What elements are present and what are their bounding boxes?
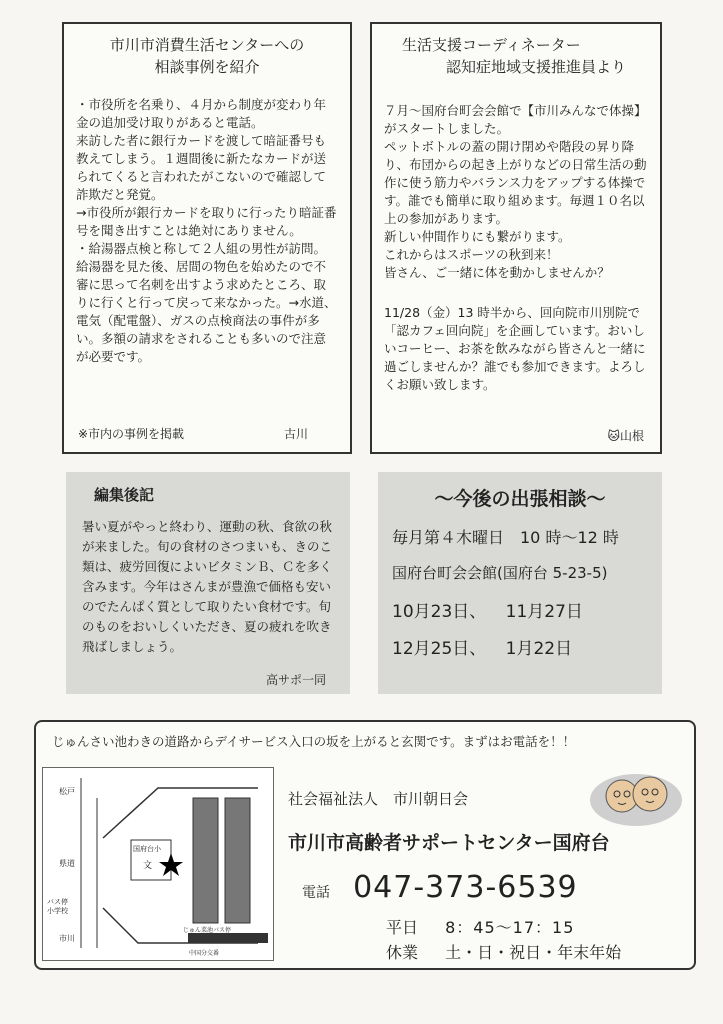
consumer-case-2: ・給湯器点検と称して２人組の男性が訪問。給湯器を見た後、居間の物色を始めたので不審に思って名刺を出すよう求めたところ、取りに行くと行って戻って来なかった。→水道、電気（配電盤）、ガスの点検商法の事件が多い。多額の請求をされることも多いので注意が必要です。 [76, 241, 337, 364]
consultation-title: ～今後の出張相談～ [434, 488, 606, 510]
coordinator-signature [607, 427, 644, 444]
consumer-author: 古川 [283, 427, 308, 441]
consumer-title-1: 市川市消費生活センターへの [109, 36, 305, 54]
map-label-kendo: 県道 [59, 859, 75, 868]
footer-box [34, 720, 696, 970]
consultation-date: 11月27日 [505, 602, 583, 622]
coordinator-title-1: 生活支援コーディネーター [402, 36, 581, 54]
consultation-date: 1月22日 [505, 639, 573, 659]
editor-author: 高サポ一同 [265, 673, 326, 687]
consultation-schedule: 毎月第４木曜日 10 時～12 時 [392, 528, 619, 547]
consumer-case-box [62, 22, 352, 454]
cat-icon: 🐱 [607, 429, 620, 443]
map-label-junsai: じゅん菜池バス停 [183, 927, 232, 934]
consultation-date: 12月25日、 [392, 639, 487, 659]
consumer-note: ※市内の事例を掲載 [78, 427, 185, 441]
coordinator-title-2: 認知症地域支援推進員より [446, 58, 627, 76]
closed-label: 休業 [386, 943, 419, 962]
editor-note-box [66, 472, 350, 694]
phone-label: 電話 [302, 885, 330, 901]
mascot-illustration [588, 766, 684, 828]
consumer-title-2: 相談事例を紹介 [154, 58, 260, 76]
consultation-date: 10月23日、 [392, 602, 487, 622]
editor-text: 暑い夏がやっと終わり、運動の秋、食欲の秋が来ました。旬の食材のさつまいも、きのこ類は、疲労回復によいビタミンＢ、Ｃを多く含みます。今年はさんまが豊漁で価格も安いのでたんぱく質として取りたい食材です。旬のものをおいしくいただき、夏の疲れを吹き飛ばしましょう。 [82, 519, 333, 654]
consumer-case-1: ・市役所を名乗り、４月から制度が変わり年金の追加受け取りがあると電話。 来訪した者に銀行カードを渡して暗証番号も教えてしまう。１週間後に新たなカードが送られてくると言われたがこないので確認して詐欺だと発覚。 →市役所が銀行カードを取りに行ったり暗証番号を聞き出すことは絶対にありません。 [76, 97, 337, 238]
coordinator-box [370, 22, 662, 454]
closed-value: 土・日・祝日・年末年始 [445, 943, 622, 962]
hours-label: 平日 [386, 918, 419, 937]
map-label-matsudo: 松戸 [59, 787, 75, 796]
center-name: 市川市高齢者サポートセンター国府台 [288, 832, 610, 854]
map-label-bun: 文 [143, 861, 153, 871]
coordinator-text-1: ７月～国府台町会会館で【市川みんなで体操】がスタートしました。 ペットボトルの蓋の開け閉めや階段の昇り降り、布団からの起き上がりなどの日常生活の動作に使う筋力やバランス力をアップする体操です。誰でも簡単に取り組めます。毎週１０名以上の参加があります。 新しい仲間作りにも繋がります。 これからはスポーツの秋到来！ 皆さん、ご一緒に体を動かしませんか？ [384, 103, 647, 280]
map-graphic [43, 768, 273, 960]
map-label-junction: 中国分交番 [189, 950, 220, 957]
map-label-busstop: バス停 小学校 [47, 898, 68, 915]
map-label-ichikawa: 市川 [59, 934, 75, 943]
phone-number[interactable]: 047-373-6539 [353, 870, 578, 905]
consultation-venue: 国府台町会会館(国府台 5-23-5) [392, 564, 608, 582]
hours-value: 8：45～17：15 [445, 918, 575, 937]
access-map [42, 767, 274, 961]
coordinator-author: 山根 [619, 429, 644, 443]
editor-title: 編集後記 [94, 486, 155, 504]
consultation-box [378, 472, 662, 694]
organization-name: 社会福祉法人 市川朝日会 [288, 790, 469, 808]
access-notice: じゅんさい池わきの道路からデイサービス入口の坂を上がると玄関です。まずはお電話を！！ [52, 734, 576, 749]
map-label-school: 国府台小 [133, 845, 161, 853]
coordinator-text-2: 11/28（金）13 時半から、回向院市川別院で「認カフェ回向院」を企画しています。おいしいコーヒー、お茶を飲みながら皆さんと一緒に過ごしませんか？誰でも参加できます。よろしくお願い致します。 [384, 305, 646, 392]
